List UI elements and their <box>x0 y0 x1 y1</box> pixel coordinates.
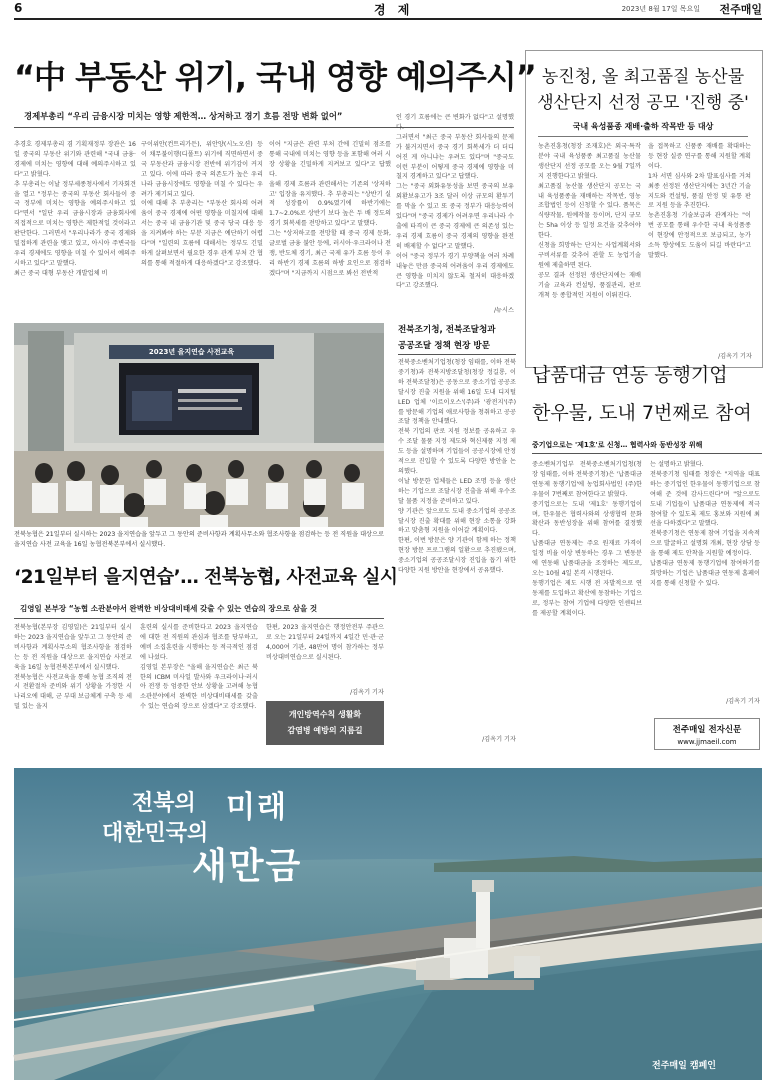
health-notice-line-1: 개인방역수칙 생활화 <box>288 710 362 719</box>
art1-column-1: 추경호 경제부총리 겸 기획재정부 장관은 16일 중국의 부동산 위기와 관련해 "국내 금융·경제에 미치는 영향에 대해 예의주시하고 있다"고 밝혔다. 추 부총리는 이날 정부세종청사에서 기자회견을 열고 "정부는 중국의 부동산 회사들이 중국 정부에 미치는 영향을 예의주시하고 있다"면서 "일단 우리 금융시장과 금융회사에 직접적으로 미치는 영향은 제한적일 것이라고 판단한다. 그러면서 "우리나라가 중국 경제와 밀접하게 관련을 맺고 있고, 아시아 주변국들 우리 경제에도 영향을 미칠 수 있어서 예의주시하고 있다"고 말했다. 최근 중국 대형 부동산 개발업체 비 <box>14 141 136 277</box>
art2-column-1: 농촌진흥청(청장 조재호)은 외국·특작 분야 국내 육성품종 최고품질 농산물 생산단지 선정 공모를 오는 9월 7일까지 진행한다고 밝혔다. 최고품질 농산물 생산단지 공모는 국내 육성품종을 재배하는 작목반, 영농조합법인 등이 신청할 수 있다. 품목은 식량작물, 원예작물 등이며, 단지 규모는 5ha 이상 등 일정 요건을 갖추어야 한다. 신청을 희망하는 단지는 사업계획서와 구비서류를 갖추어 관할 도 농업기술원에 제출하면 된다. 공모 결과 선정된 생산단지에는 재배기술 교육과 컨설팅, 품질관리, 판로 개척 등 종합적인 지원이 이뤄진다. <box>538 143 641 299</box>
art3-headline: ‘21일부터 을지연습’… 전북농협, 사전교육 실시 <box>14 567 398 588</box>
art3-column-2: 훈련의 실시를 준비한다고 2023 을지연습에 대한 전 직원의 관심과 협조를 당부하고, 예비 소집훈련을 시행하는 등 적극적인 점검에 나섰다. 김영일 본부장은 "올해 을지연습은 최근 북한의 ICBM 미사일 발사와 우크라이나·러시아 전쟁 등 엄중한 안보 상황을 고려해 농협 소관분야에서 완벽한 비상대비태세를 갖출 수 있는 연습의 장으로 삼겠다"고 강조했다. <box>140 624 258 711</box>
art2-credit: /김옥기 기자 <box>718 353 752 360</box>
page-header <box>14 0 762 20</box>
art3-subhead: 김영일 본부장 “농협 소관분야서 완벽한 비상대비태세 갖출 수 있는 연습의 장으로 삼을 것 <box>20 604 318 613</box>
art5-headline-2: 한우물, 도내 7번째로 참여 <box>532 402 752 424</box>
issue-date: 2023년 8월 17일 목요일 <box>621 5 700 13</box>
e-paper-ad-url: www.jjmaeil.com <box>677 738 737 746</box>
photo1-caption: 전북농협은 21일부터 실시하는 2023 을지연습을 앞두고 그 동안의 준비사항과 계획사무소와 협조사항을 점검하는 등 전 직원을 대상으로 을지연습 사전 교육을 16일 농협전북본부에서 실시했다. <box>14 531 386 548</box>
art1-credit: /뉴시스 <box>493 307 514 314</box>
art4-headline-1: 전북조기청, 전북조달청과 <box>398 325 496 335</box>
banner-line-2: 대한민국의 <box>102 821 209 846</box>
banner-line-1: 전북의 <box>132 791 196 816</box>
art1-column-4: 인 경기 흐름에는 큰 변화가 없다"고 설명했다. 그러면서 "최근 중국 부동산 회사들의 문제가 불거지면서 중국 경기 회복세가 더 더디어진 게 아니냐는 우려도 있다"며 "중국도 이런 부분이 어떻게 중국 경제에 영향을 미칠지 경계하고 있다"고 답했다. 그는 "중국 외화유동성을 보면 중국의 보유 외환보유고가 3조 달러 이상 규모의 환투기를 막을 수 있고 또 중국 정부가 대응능력이 있다"며 "중국 경제가 어려우면 우리나라 수출에 타격이 큰 중국 경제에 큰 의존성 있는 우리 경제 흐름이 중국 경제의 영향을 완전히 배제할 수 없다"고 말했다. 이어 "중국 정부가 경기 부양책을 여러 차례 내놓은 만큼 중국의 어려움이 우리 경제에도 큰 영향을 미치지 않도록 철저히 대응하겠다"고 강조했다. <box>396 114 514 290</box>
art5-credit: /김옥기 기자 <box>726 698 760 705</box>
banner-line-4: 새만금 <box>192 846 303 887</box>
art3-credit: /김옥기 기자 <box>350 689 384 696</box>
art4-credit: /김옥기 기자 <box>482 736 516 743</box>
art2-column-2: 을 접목하고 신품종 재배를 확대하는 등 현장 실증 연구를 통해 지원할 계획이다. 1차 서면 심사와 2차 발표심사를 거쳐 최종 선정된 생산단지에는 3년간 기술지도와 컨설팅, 품질 안정 및 유통 판로 지원 등을 추진한다. 농촌진흥청 기술보급과 관계자는 "이번 공모를 통해 우수한 국내 육성품종이 현장에 안정적으로 보급되고, 농가 소득 향상에도 도움이 되길 바란다"고 말했다. <box>648 143 751 259</box>
brand-name: 전주매일 <box>719 3 762 16</box>
art5-subhead: 중기업으로는 '제1호'로 신청… 협력사와 동반성장 위해 <box>532 441 703 449</box>
art1-column-2: 구이위안(컨트리가든), 위안양(시노오션) 등이 채무불이행(디폴트) 위기에 직면하면서 중국 부동산과 금융시장 전반에 위기감이 커지고 있다. 이에 따라 중국 의존도가 높은 우리나라 금융시장에도 영향을 미칠 수 있다는 우려가 제기되고 있다. 이에 대해 추 부총리는 "부동산 회사의 어려움이 중국 경제에 어떤 영향을 미칠지에 대해서는 중국 내 금융기관 및 중국 당국 대응 등을 지켜봐야 하는 부분 지금은 예단하기 어렵다"며 "일련의 흐름에 대해서는 정부도 긴밀하게 살펴보면서 필요한 경우 관계 부처 간 협의를 통해 적절하게 대응하겠다"고 강조했다. <box>141 141 263 267</box>
saemangeum-banner <box>14 768 762 1080</box>
art2-headline-2: 생산단지 선정 공모 '진행 중' <box>537 93 749 113</box>
seminar-screen-title: 2023년 을지연습 사전교육 <box>148 348 235 356</box>
art3-column-1: 전북농협(본부장 김영일)은 21일부터 실시하는 2023 을지연습을 앞두고 그 동안의 준비사항과 계획사무소의 협조사항을 점검하는 등 전 직원을 대상으로 을지연습 사전교육을 16일 농협전북본부에서 실시했다. 전북농협은 사전교육을 통해 농협 조직의 전시 전환절차 준비와 위기 상황을 가정한 시나리오에 대해, 군 부대 보급체계 구축 등 세밀 있는 을지 <box>14 624 132 711</box>
art1-column-3: 이어 "지금은 관련 부처 간에 긴밀히 점조를 통해 국내에 미치는 영향 등을 포함해 여러 시장 상황을 긴밀하게 지켜보고 있다"고 답했다. 올해 경제 흐름과 관련해서는 기존의 '상저하고' 입장을 유지했다. 추 부총리는 "상반기 실적 성장률이 0.9%였기에 하반기에는 1.7~2.0%로 상반기 보다 높은 두 배 정도의 경기 회복세를 전망하고 있다"고 말했다. 그는 "상저하고를 전망할 때 중국 경제 둔화, 글로벌 금융 불안 등에, 러시아·우크라이나 전쟁, 반도체 경기, 최근 국제 유가 흐름 등이 우리 하반기 경제 흐름의 하방 요인으로 점검하겠다"며 "지금까지 시점으로 봐선 전반적 <box>269 141 391 277</box>
art2-headline-1: 농진청, 올 최고품질 농산물 <box>541 67 745 87</box>
art2-rule <box>538 136 748 137</box>
art1-headline: “中 부동산 위기, 국내 영향 예의주시” <box>14 58 536 96</box>
art5-rule <box>532 453 762 454</box>
health-notice-line-2: 감염병 예방의 지름길 <box>287 726 363 735</box>
art3-column-3: 한편, 2023 을지연습은 행정안전부 주관으로 오는 21일부터 24일까지 4일간 민·관·군 4,000여 기관, 48만여 명이 참가하는 정부 비상대비연습으로 실시된다. <box>266 624 386 661</box>
art5-headline-1: 납품대금 연동 동행기업 <box>532 364 728 386</box>
e-paper-ad-title: 전주매일 전자신문 <box>672 725 742 735</box>
art1-subhead: 경제부총리 “우리 금융시장 미치는 영향 제한적… 상저하고 경기 흐름 전망 변화 없어” <box>24 111 343 121</box>
art4-headline-2: 공공조달 정책 현장 방문 <box>398 341 490 351</box>
page-number: 6 <box>14 1 23 15</box>
art3-rule <box>14 618 384 619</box>
health-notice-box <box>266 701 384 745</box>
section-label: 경 제 <box>374 3 414 17</box>
art5-column-2: 는 설명하고 밝혔다. 전북중기청 임태를 청장은 "지역을 대표하는 중기업인 한우물이 동행기업으로 참여해 준 것에 감사드린다"며 "앞으로도 도내 기업들이 납품대금 연동제에 적극 참여할 수 있도록 제도 홍보와 지원에 최선을 다하겠다"고 말했다. 전북중기청은 연동제 참여 기업을 지속적으로 발굴하고 설명회 개최, 현장 상담 등을 통해 제도 안착을 지원할 예정이다. 납품대금 연동제 동행기업에 참여하기를 희망하는 기업은 납품대금 연동제 홈페이지를 통해 신청할 수 있다. <box>650 461 760 587</box>
art4-column: 전북중소벤처기업청(청장 임태를, 이하 전북중기청)과 전북지방조달청(청장 정길룡, 이하 전북조달청)은 공동으로 중소기업 공공조달시장 진출 지원을 위해 16일 도내 디지털 LED 업체 '이르이오스'(주)과 '광전지'(주)를 방문해 기업의 애로사항을 청취하고 공공조달 정책을 안내했다. 전북 기업의 판로 지원 정보를 공유하고 우수 조달 물품 지정 제도와 혁신제품 지정 제도 등을 설명하며 기업들이 공공시장에 안정적으로 진입할 수 있도록 다양한 방안을 논의했다. 이날 방문한 업체들은 LED 조명 등을 생산하는 기업으로 조달시장 진출을 위해 우수조달 물품 지정을 준비하고 있다. 양 기관은 앞으로도 도내 중소기업의 공공조달시장 진출 확대를 위해 현장 소통을 강화하고 맞춤형 지원을 이어갈 계획이다. 한편, 이번 방문은 양 기관이 함께 하는 정책 현장 방문 프로그램의 일환으로 추진됐으며, 중소기업의 공공조달시장 진입을 돕기 위한 다양한 지원 방안을 현장에서 공유했다. <box>398 359 516 575</box>
banner-credit: 전주매일 캠페인 <box>652 1061 716 1071</box>
banner-line-3: 미래 <box>226 790 288 825</box>
art5-column-1: 중소벤처기업부 전북중소벤처기업청(청장 임태를, 이하 전북중기청)은 '납품대금 연동제 동행기업'에 농업회사법인 (주)한우물이 7번째로 참여한다고 밝혔다. 중기업으로는 도내 '제1호' 동행기업이며, 한우물은 협력사와의 상생협력 문화 확산과 동반성장을 위해 참여를 결정했다. 납품대금 연동제는 주요 원재료 가격이 일정 비율 이상 변동하는 경우 그 변동분에 연동해 납품대금을 조정하는 제도로, 오는 10월 4일 본격 시행된다. 동행기업은 제도 시행 전 자발적으로 연동제를 도입하고 확산에 동참하는 기업으로, 정부는 참여 기업에 다양한 인센티브를 제공할 계획이다. <box>532 461 642 617</box>
art2-subhead: 국내 육성품종 재배·출하 작목반 등 대상 <box>572 122 714 131</box>
seminar-photo <box>14 323 384 527</box>
art4-rule <box>398 354 516 355</box>
saemangeum-aerial-photo <box>14 768 762 1080</box>
e-paper-ad <box>654 718 760 750</box>
